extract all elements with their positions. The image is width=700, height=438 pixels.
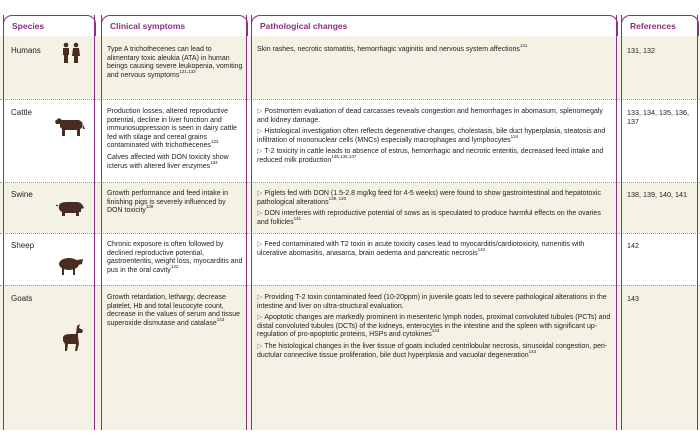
column-line: [246, 15, 247, 430]
bullet-icon: ▷: [257, 294, 263, 301]
header-species-label: Species: [12, 21, 45, 31]
pathological-item: [257, 190, 613, 207]
bullet-icon: ▷: [257, 241, 263, 248]
header-clinical: [101, 15, 248, 36]
pathological-humans: [257, 43, 612, 55]
pathological-item: [257, 148, 613, 165]
citation: 134: [510, 133, 519, 139]
pathological-text: Histological investigation often reflects degenerative changes, cholestasis, bile duct hyperplasia, steatosis and infiltration of mononuclear cells (MNCs) especially macrophages and lymphocytes: [257, 128, 606, 144]
references-cattle: 133, 134, 135, 136, 137: [627, 108, 689, 126]
sheep-icon: [56, 256, 84, 276]
citation: 143: [431, 328, 440, 334]
clinical-cattle: [107, 108, 243, 174]
header-clinical-label: Clinical symptoms: [110, 21, 186, 31]
clinical-text: Growth retardation, lethargy, decrease platelet, Hb and total leucocyte count, decrease in the values of serum and tissue superoxide dismutase and catalase: [107, 294, 241, 327]
pathological-text: T-2 toxicity in cattle leads to absence of estrus, hemorrhagic and necrotic enteritis, decreased feed intake and reduced milk production: [257, 148, 604, 164]
references-swine: 138, 139, 140, 141: [627, 190, 687, 199]
bullet-icon: ▷: [257, 148, 263, 156]
bullet-icon: ▷: [257, 314, 263, 322]
clinical-text: Type A trichothecenes can lead to alimentary toxic aleukia (ATA) in human beings causing severe leukopenia, vomiting and nervous symptoms: [107, 46, 243, 79]
pathological-item: [257, 294, 613, 311]
pathological-goats: [257, 294, 613, 363]
pathological-item: [257, 314, 613, 340]
species-goats: Goats: [11, 294, 33, 303]
cow-icon: [53, 115, 87, 137]
species-cattle: Cattle: [11, 108, 32, 117]
citation: 131: [519, 43, 528, 48]
clinical-text: Chronic exposure is often followed by declined reproductive potential, gastroenteritis, weight loss, myocarditis and pus in the oral cavity: [107, 241, 243, 274]
pathological-text: Skin rashes, necrotic stomatitis, hemorrhagic vaginitis and nervous system affections: [257, 46, 520, 53]
row-separator: [0, 182, 700, 183]
species-swine: Swine: [11, 190, 33, 199]
column-line: [621, 15, 622, 430]
column-line: [3, 15, 4, 430]
pathological-text: DON interferes with reproductive potential of sows as is speculated to produce harmful effects on the ovaries and follicles: [257, 210, 601, 226]
references-goats: 143: [627, 294, 639, 303]
column-line: [101, 15, 102, 430]
header-pathological: [251, 15, 618, 36]
clinical-text: Production losses, altered reproductive potential, decline in liver function and immunosuppression is seen in dairy cattle fed with silage and cereal grains contaminated with trichothecenes: [107, 108, 237, 150]
goat-icon: [60, 324, 86, 352]
pathological-text: Apoptotic changes are markedly prominent in mesenteric lymph nodes, proximal convoluted tubules (PCTs) and distal convoluted tubules (DCTs) of the kidneys, enterocytes in the intestine and the spleen with significant up-regulation of pro-apoptotic proteins, HSPs and cytokines: [257, 314, 611, 339]
pathological-text: Postmortem evaluation of dead carcasses reveals congestion and hemorrhages in abomasum, splenomegaly and kidney damage.: [257, 108, 603, 124]
citation: 142: [477, 246, 486, 252]
citation: 141: [293, 215, 302, 221]
header-references-label: References: [630, 21, 676, 31]
header-pathological-label: Pathological changes: [260, 21, 348, 31]
row-separator: [0, 233, 700, 234]
clinical-goats: [107, 294, 243, 328]
citation: 143: [216, 316, 225, 322]
humans-icon: [60, 42, 82, 64]
header-species: [3, 15, 96, 36]
bullet-icon: ▷: [257, 128, 263, 136]
citation: 139, 140: [328, 195, 347, 201]
citation: 131,132: [179, 68, 196, 74]
column-line: [94, 15, 95, 430]
species-humans: Humans: [11, 46, 41, 55]
clinical-text: Growth performance and feed intake in finishing pigs is severely influenced by DON toxicity: [107, 190, 229, 215]
pathological-item: [257, 241, 613, 258]
clinical-swine: [107, 190, 243, 216]
pathological-item: [257, 128, 613, 145]
pathological-swine: [257, 190, 613, 230]
clinical-sheep: [107, 241, 243, 275]
row-separator: [0, 99, 700, 100]
column-line: [251, 15, 252, 430]
clinical-text: Calves affected with DON toxicity show icterus with altered liver enzymes: [107, 153, 229, 170]
citation: 133: [210, 139, 219, 145]
citation: 142: [170, 263, 179, 269]
pathological-text: Providing T-2 toxin contaminated feed (10-20ppm) in juvenile goats led to severe pathological alterations in the intestine and liver on ultra-structural evaluation.: [257, 294, 607, 310]
pathological-text: Feed contaminated with T2 toxin in acute toxicity cases lead to myocarditis/cardiotoxicity, rumenitis with ulcerative abomasitis, anasarca, brain oedema and pancreatic necrosis: [257, 241, 585, 257]
pathological-sheep: [257, 241, 613, 261]
clinical-cattle-1: [107, 108, 243, 151]
bullet-icon: ▷: [257, 342, 263, 350]
citation: 134: [210, 159, 218, 165]
pathological-item: [257, 108, 613, 125]
bullet-icon: ▷: [257, 108, 263, 115]
pig-icon: [55, 200, 85, 218]
header-references: [621, 15, 699, 36]
clinical-cattle-2: [107, 154, 243, 171]
pathological-cattle: [257, 108, 613, 169]
bullet-icon: ▷: [257, 190, 263, 197]
row-separator: [0, 285, 700, 286]
column-line: [697, 15, 698, 430]
column-line: [616, 15, 617, 430]
references-sheep: 142: [627, 241, 639, 250]
references-humans: 131, 132: [627, 46, 655, 55]
species-sheep: Sheep: [11, 241, 35, 250]
clinical-humans: [107, 46, 243, 80]
pathological-text: The histological changes in the liver tissue of goats included centrilobular necrosis, sinusoidal congestion, peri-ductular connective tissue proliferation, bile duct hyperplasia and vacuolar degeneration: [257, 342, 608, 359]
citation: 135,136,137: [331, 153, 357, 159]
pathological-text: Piglets fed with DON (1.5-2.8 mg/kg feed for 4-5 weeks) were found to show gastrointestinal and hepatotoxic pathological alterations: [257, 190, 601, 206]
bullet-icon: ▷: [257, 210, 263, 218]
pathological-item: [257, 343, 613, 360]
pathological-item: [257, 210, 613, 227]
citation: 143: [528, 348, 537, 354]
citation: 138: [145, 204, 154, 210]
